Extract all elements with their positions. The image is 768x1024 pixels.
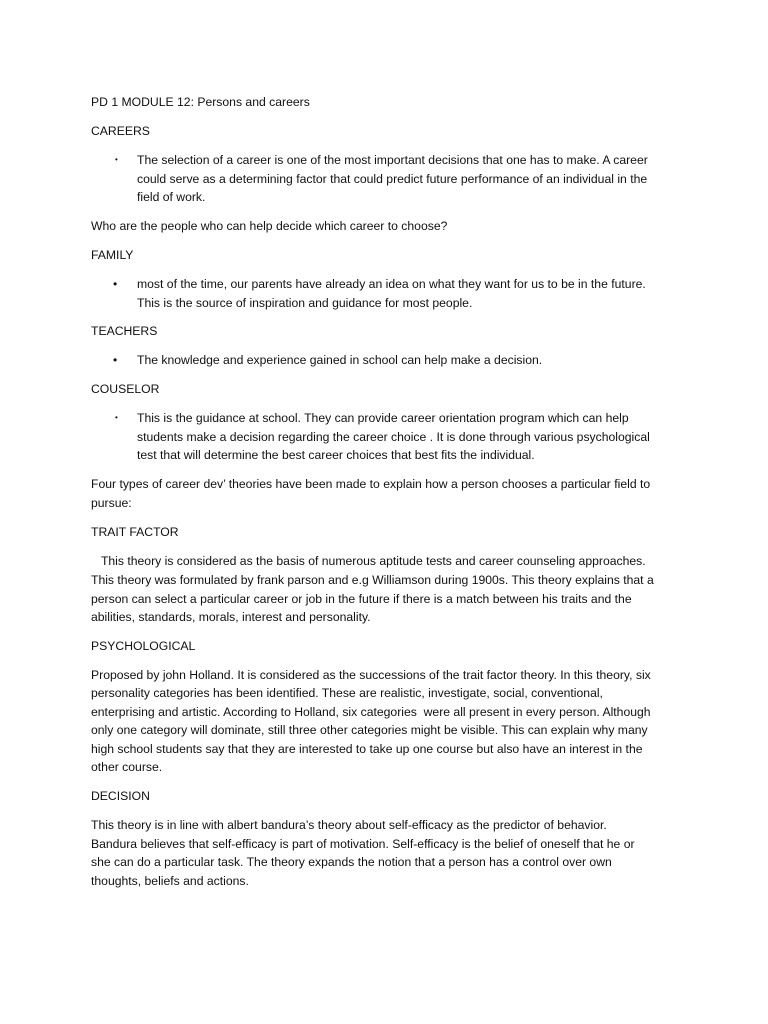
counselor-bullet-line: This is the guidance at school. They can provide career orientation program which can help [137, 411, 629, 425]
bullet-marker: • [113, 353, 118, 367]
psychological-line: other course. [91, 760, 163, 774]
counselor-heading: COUSELOR [91, 382, 160, 396]
question-text: Who are the people who can help decide which career to choose? [91, 219, 448, 233]
counselor-bullet-line: students make a decision regarding the career choice . It is done through various psychological [137, 430, 650, 444]
bullet-marker: • [115, 155, 118, 164]
bullet-marker: • [115, 413, 118, 422]
psychological-line: personality categories has been identified. These are realistic, investigate, social, conventional, [91, 686, 603, 700]
family-heading: FAMILY [91, 248, 134, 262]
teachers-heading: TEACHERS [91, 324, 158, 338]
psychological-line: enterprising and artistic. According to Holland, six categories were all present in every person. Although [91, 705, 651, 719]
family-bullet-line: This is the source of inspiration and guidance for most people. [137, 296, 473, 310]
trait-factor-line: This theory was formulated by frank parson and e.g Williamson during 1900s. This theory explains that a [91, 573, 654, 587]
trait-factor-line: This theory is considered as the basis of numerous aptitude tests and career counseling approaches. [91, 554, 646, 568]
trait-factor-line: person can select a particular career or job in the future if there is a match between his traits and the [91, 592, 632, 606]
careers-bullet-line: could serve as a determining factor that could predict future performance of an individual in the [137, 172, 648, 186]
psychological-line: only one category will dominate, still three other categories might be visible. This can explain why many [91, 723, 648, 737]
careers-bullet-line: The selection of a career is one of the most important decisions that one has to make. A career [137, 153, 648, 167]
trait-factor-heading: TRAIT FACTOR [91, 525, 179, 539]
psychological-heading: PSYCHOLOGICAL [91, 639, 196, 653]
intro-line: Four types of career dev’ theories have been made to explain how a person chooses a particular field to [91, 477, 651, 491]
counselor-bullet-line: test that will determine the best career choices that best fits the individual. [137, 448, 535, 462]
intro-line: pursue: [91, 496, 132, 510]
careers-heading: CAREERS [91, 124, 150, 138]
decision-heading: DECISION [91, 789, 150, 803]
decision-line: This theory is in line with albert bandura’s theory about self-efficacy as the predictor of behavior. [91, 818, 607, 832]
psychological-line: Proposed by john Holland. It is considered as the successions of the trait factor theory. In this theory, six [91, 668, 651, 682]
document-title: PD 1 MODULE 12: Persons and careers [91, 95, 310, 109]
careers-bullet-line: field of work. [137, 190, 206, 204]
decision-line: thoughts, beliefs and actions. [91, 874, 249, 888]
teachers-bullet-line: The knowledge and experience gained in school can help make a decision. [137, 353, 543, 367]
psychological-line: high school students say that they are interested to take up one course but also have an interest in the [91, 742, 643, 756]
bullet-marker: • [113, 277, 118, 291]
trait-factor-line: abilities, standards, morals, interest and personality. [91, 610, 371, 624]
decision-line: she can do a particular task. The theory expands the notion that a person has a control over own [91, 855, 612, 869]
decision-line: Bandura believes that self-efficacy is part of motivation. Self-efficacy is the belief of oneself that he or [91, 837, 635, 851]
family-bullet-line: most of the time, our parents have already an idea on what they want for us to be in the future. [137, 277, 646, 291]
